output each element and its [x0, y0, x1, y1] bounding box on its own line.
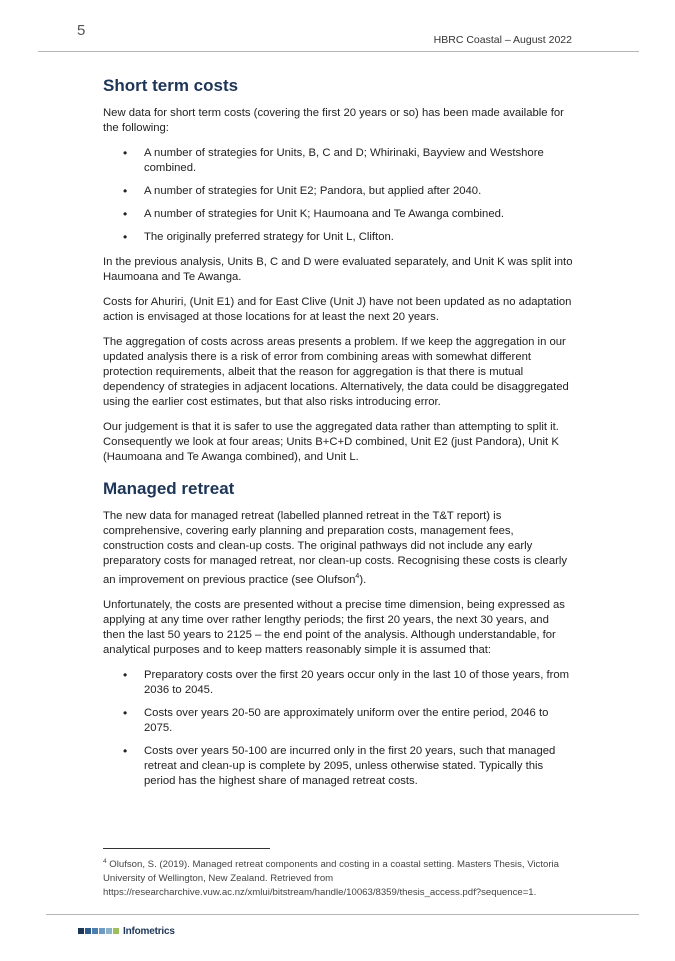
footnote	[103, 855, 573, 900]
footnote-number: 4	[103, 858, 107, 865]
header-title: HBRC Coastal – August 2022	[433, 34, 572, 46]
infometrics-logo	[78, 925, 175, 937]
paragraph: Unfortunately, the costs are presented without a precise time dimension, being expressed as applying at any time over rather lengthy periods; the first 20 years, the next 30 years, and then the last 50 years to 2125 – the end point of the analysis. Although understandable, for analytical purposes and to keep matters reasonably simple it is assumed that:	[103, 598, 565, 656]
heading-managed-retreat: Managed retreat	[103, 479, 235, 498]
paragraph: The aggregation of costs across areas presents a problem. If we keep the aggregation in our updated analysis there is a risk of error from combining areas with somewhat different protection requirements, albeit that the reason for aggregation is that there is mutual dependency of strategies in adjacent locations. Alternatively, the data could be disaggregated using the earlier cost estimates, but that also risks introducing error.	[103, 336, 569, 408]
header-divider	[38, 51, 639, 52]
logo-square-icon	[92, 928, 98, 934]
footnote-divider	[103, 848, 270, 849]
list-item: • Preparatory costs over the first 20 years occur only in the last 10 of those years, from 2036 to 2045.	[144, 668, 573, 698]
logo-square-icon	[113, 928, 119, 934]
logo-square-icon	[78, 928, 84, 934]
logo-square-icon	[106, 928, 112, 934]
page-content	[103, 76, 573, 799]
logo-square-icon	[99, 928, 105, 934]
managed-retreat-paragraph	[103, 509, 573, 588]
paragraph: Costs for Ahuriri, (Unit E1) and for East Clive (Unit J) have not been updated as no adaptation action is envisaged at those locations for at least the next 20 years.	[103, 296, 572, 323]
logo-brand-name: Infometrics	[123, 925, 175, 937]
paragraph-text: The new data for managed retreat (labelled planned retreat in the T&T report) is comprehensive, covering early planning and preparation costs, management fees, construction costs and clean-up costs. The original pathways did not include any early preparatory costs for managed retreat, nor clean-up costs. Recognising these costs is clearly an improvement on previous practice (see Olufson	[103, 510, 568, 586]
footnote-ref[interactable]: 4	[355, 573, 360, 580]
list-item: • The originally preferred strategy for Unit L, Clifton.	[144, 230, 573, 245]
heading-short-term-costs: Short term costs	[103, 76, 239, 95]
list-item: • Costs over years 20-50 are approximately uniform over the entire period, 2046 to 2075.	[144, 706, 573, 736]
paragraph: Our judgement is that it is safer to use the aggregated data rather than attempting to split it. Consequently we look at four areas; Units B+C+D combined, Unit E2 (just Pandora), Unit K (Haumoana and Te Awanga combined), and Unit L.	[103, 421, 559, 463]
footnote-text: Olufson, S. (2019). Managed retreat components and costing in a coastal setting. Masters Thesis, Victoria University of Wellington, New Zealand. Retrieved from https://researcharchive.vuw.ac.nz/xmlui/bitstream/handle/10063/8359/thesis_access.pdf?sequence=1.	[103, 859, 560, 899]
short-term-bullet-list	[103, 146, 573, 245]
logo-square-icon	[85, 928, 91, 934]
paragraph-text-end: ).	[359, 573, 367, 586]
list-item: • A number of strategies for Unit E2; Pandora, but applied after 2040.	[144, 184, 573, 199]
managed-retreat-bullet-list	[103, 668, 573, 789]
short-term-intro: New data for short term costs (covering the first 20 years or so) has been made available for the following:	[103, 107, 564, 134]
page-number: 5	[77, 22, 86, 39]
paragraph: In the previous analysis, Units B, C and D were evaluated separately, and Unit K was split into Haumoana and Te Awanga.	[103, 256, 573, 283]
footer-divider	[46, 914, 639, 915]
list-item: • A number of strategies for Unit K; Haumoana and Te Awanga combined.	[144, 207, 573, 222]
list-item: • A number of strategies for Units, B, C and D; Whirinaki, Bayview and Westshore combined.	[144, 146, 573, 176]
list-item: • Costs over years 50-100 are incurred only in the first 20 years, such that managed retreat and clean-up is complete by 2095, unless otherwise stated. Typically this period has the highest share of managed retreat costs.	[144, 744, 573, 789]
